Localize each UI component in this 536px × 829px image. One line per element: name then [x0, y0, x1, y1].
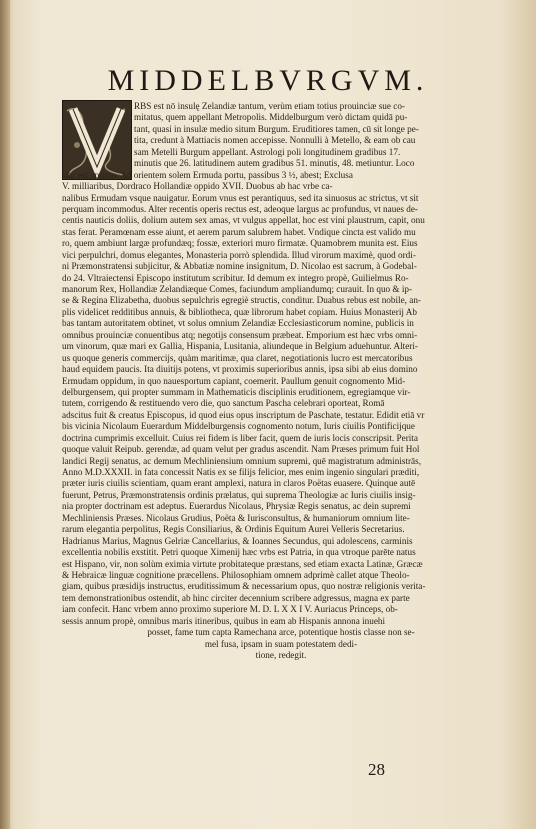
text-line: tem demonstrationibus ostendit, ab hinc circiter decennium scribere adgressus, magna ex parte — [62, 592, 410, 603]
text-line: & Hebraicæ linguæ cognitione præcellens. Philosophiam omnem adprimè callet atque Theolo- — [62, 569, 410, 580]
text-line: iam confecit. Hanc vrbem anno proximo superiore M. D. L X X I V. Auriacus Princeps, ob- — [62, 604, 398, 615]
text-line: tita, credunt à Mattiacis nomen accepisse. Nonnulli à Metello, & eam ob cau — [134, 135, 416, 146]
text-line: tant, quasi in insulæ medio situm Burgum. Eruditiores tamen, cū sit longe pe- — [134, 123, 419, 134]
text-line: V. milliaribus, Dordraco Hollandiæ oppido XVII. Duobus ab hac vrbe ca- — [62, 181, 333, 192]
text-line: præter iuris ciuilis scientiam, quam erant amplexi, natura in claros Poëtas euasere. Quinque autē — [62, 478, 416, 489]
page-number: 28 — [368, 760, 385, 779]
text-line: bas tantam autoritatem obtinet, vt solus omnium Zelandiæ Ecclesiasticorum nomine, publicis in — [62, 318, 414, 329]
text-line: quoque valuit Reipub. gerendæ, ad quam velut per gradus ascendit. Nam Præses primum fuit Hol — [62, 444, 420, 455]
page-title: MIDDELBVRGVM. — [107, 64, 429, 97]
text-line: doctrina cumprimis excelluit. Cuius rei fidem is liber facit, quem de iuris locis conscripsit. Perita — [62, 432, 418, 443]
text-line: delburgensem, qui propter summam in Mathematicis disciplinis eruditionem, egregiamque vir- — [62, 386, 411, 397]
text-line: Hadrianus Marius, Magnus Gelriæ Cancellarius, & Ioannes Secundus, qui adolescens, carminis — [62, 535, 413, 546]
text-line: omnibus prouinciæ conuentibus atq; negotijs consensum præbeat. Emporium est hæc vrbs omni- — [62, 329, 418, 340]
text-line: tutem, corrigendo & restituendo vero die, quo sanctum Pascha celebrari oporteat, Romā — [62, 398, 385, 409]
text-line: Anno M.D.XXXII. in fata concessit Natis ex se filijs felicior, mes enim ingenio singulari præditi, — [62, 467, 420, 477]
text-line: giam, quibus præsidijs instructus, eruditissimum & necessarium opus, quo nostræ religionis verita- — [62, 581, 426, 592]
text-line: fuerunt, Petrus, Præmonstratensis ordinis prælatus, qui suprema Theologiæ ac Iuris ciuilis insig- — [62, 489, 416, 500]
text-line: nalibus Ermudam vsque nauigatur. Eorum vnus est perantiquus, sed ita sinuosus ac strictus, vt sit — [62, 192, 419, 203]
text-line: RBS est nō insulę Zelandiæ tantum, verùm etiam totius prouinciæ sue co- — [134, 101, 405, 111]
text-line: situ est optimo. Ad orientem solem Ermuda portu, passibus 3 ½, abest; Exclusa — [62, 169, 353, 180]
text-line: um vinorum, quæ mari ex Gallia, Hispania, Lusitania, aliundeque in Belgium aduehuntur. Alteri- — [62, 341, 418, 352]
book-spine-shadow — [0, 0, 10, 829]
text-line: nia propter doctrinam est adeptus. Euerardus Nicolaus, Phrysiæ Regis senatus, ac dein supremi — [62, 501, 411, 512]
text-line: mel fusa, ipsam in suam potestatem dedi- — [204, 638, 358, 649]
text-line: sam Metelli Burgum appellant. Astrologi poli longitudinem gradibus 17. — [134, 146, 401, 157]
text-line: haud equidem paucis. Ita diuitijs potens, vt proximis superioribus annis, ipsa sibi ab eius domino — [62, 364, 418, 375]
text-line: do 24. Vltraiectensi Episcopo institutum scribitur. Id demum ex integro propè, Guilielmus Ro- — [62, 272, 409, 283]
text-line: Ermudam oppidum, in quo nauesportum capiant, coemerit. Paullum genuit cognomento Mid- — [62, 375, 406, 386]
text-line: minutis que 26. latitudinem autem gradibus 51. minutis, 48. metiuntur. Loco — [134, 158, 415, 169]
text-line: est Hispano, vir, non solùm eximia virtute probitateque præstans, sed etiam exacta Latinæ, Græcæ — [62, 558, 423, 569]
text-line: tione, redegit. — [255, 650, 307, 660]
text-line: Mechliniensis Præses. Nicolaus Grudius, Poëta & Iurisconsultus, & humaniorum omnium lite- — [62, 512, 410, 523]
text-line: excellentia nobilis exstitit. Petri quoque Ximenij hæc vrbs est Patria, in qua vtroque parēte natus — [62, 547, 416, 558]
text-line: ro, quem ambiunt largæ profundæq; fossæ, exteriori muro firmatæ. Quamobrem munita est. Eius — [62, 238, 418, 249]
text-line: plis videlicet redditibus annuis, & bibliotheca, quæ librorum habet copiam. Huius Monasterij Ab — [62, 306, 417, 317]
text-line: bis vicinia Nicolaum Euerardum Middelburgensis cognomento notum, Iuris ciuilis Pontificijque — [62, 421, 415, 432]
text-line: adscitus fuit & creatus Episcopus, id quod eius opus inscriptum de Paschate, testatur. Edidit etiā vr — [62, 409, 425, 420]
text-line: se & Regina Elizabetha, duobus sepulchris egregiè structis, conditur. Duabus rebus est nobile, an- — [62, 295, 421, 306]
text-line: ni Præmonstratensi subjicitur, & Abbatiæ nomine insignitum, D. Nicolao est sacrum, à Godebal- — [62, 261, 417, 272]
text-line: centis nauticis doliis, dolium autem sex amas, vt vulgus appellat, hoc est vini plaustrum, capit, onu — [62, 215, 425, 226]
text-line: us quoque generis commercijs, quàm maritimæ, qua claret, negotiationis lucro est mercatoribus — [62, 352, 413, 363]
text-line: landici Regij senatus, ac demum Mechliniensium omnium supremi, quē magistratum administrās, — [62, 455, 422, 466]
text-line: stas ferat. Peramœnam esse aiunt, et aerem parum salubrem habet. Vndique cincta est valido mu — [62, 226, 416, 237]
text-line: sessis annum propè, omnibus maris itineribus, quibus in eam ab Hispanis annona inuehi — [62, 615, 386, 626]
text-line: rarum elegantia perpolitus, Regis Consiliarius, & Ordinis Equitum Aurei Velleris Secretarius. — [62, 524, 405, 535]
body-text — [62, 101, 500, 661]
text-line: posset, fame tum capta Ramechana arce, potentique hostis classe non se- — [147, 627, 415, 638]
text-line: vici perpulchri, domus elegantes, Monasteria porrò splendida. Illud virorum maximè, quod ordi- — [62, 249, 416, 260]
text-line: manorum Rex, Hollandiæ Zelandiæque Comes, faciundum ampliandumq; curauit. In quo & ip- — [62, 284, 413, 294]
text-line: perquam incommodus. Alter recentis operis rectus est, adeoque largus ac profundus, vt naues de- — [62, 203, 418, 214]
text-line: mitatus, quem appellant Metropolis. Middelburgum verò dictam quidā pu- — [134, 112, 408, 123]
